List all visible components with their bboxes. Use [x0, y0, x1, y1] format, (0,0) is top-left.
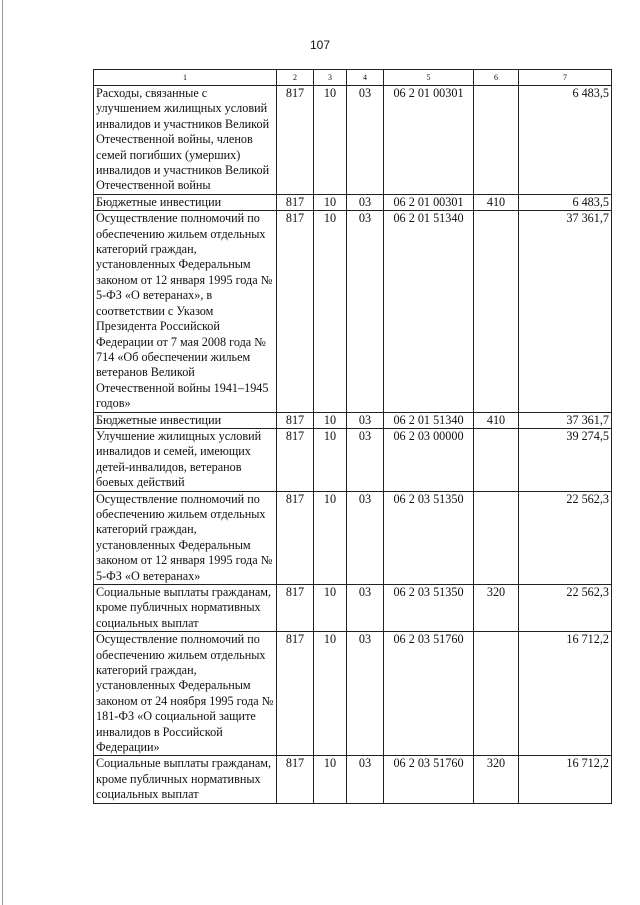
column-number-row [94, 70, 612, 86]
row-amount: 16 712,2 [519, 632, 612, 756]
row-amount: 22 562,3 [519, 491, 612, 584]
column-header-5: 5 [384, 70, 474, 86]
budget-table [93, 69, 612, 804]
row-amount: 37 361,7 [519, 412, 612, 428]
row-target-item: 06 2 01 51340 [384, 412, 474, 428]
row-ministry-code: 817 [277, 412, 314, 428]
row-amount: 37 361,7 [519, 211, 612, 412]
row-ministry-code: 817 [277, 756, 314, 803]
row-ministry-code: 817 [277, 585, 314, 632]
row-section-code: 10 [314, 632, 347, 756]
row-subsection-code: 03 [347, 194, 384, 210]
row-target-item: 06 2 03 51760 [384, 632, 474, 756]
row-amount: 22 562,3 [519, 585, 612, 632]
table-row [94, 491, 612, 584]
row-ministry-code: 817 [277, 86, 314, 195]
row-name: Осуществление полномочий по обеспечению жильем отдельных категорий граждан, установленных Федеральным законом от 12 января 1995 года № 5-ФЗ «О ветеранах» [94, 491, 277, 584]
row-target-item: 06 2 01 51340 [384, 211, 474, 412]
row-name: Осуществление полномочий по обеспечению жильем отдельных категорий граждан, установленных Федеральным законом от 12 января 1995 года № 5-ФЗ «О ветеранах», в соответствии с Указом Президента Российской Федерации от 7 мая 2008 года № 714 «Об обеспечении жильем ветеранов Великой Отечественной войны 1941–1945 годов» [94, 211, 277, 412]
row-target-item: 06 2 03 00000 [384, 428, 474, 491]
row-name: Социальные выплаты гражданам, кроме публичных нормативных социальных выплат [94, 756, 277, 803]
row-section-code: 10 [314, 86, 347, 195]
row-ministry-code: 817 [277, 211, 314, 412]
row-subsection-code: 03 [347, 491, 384, 584]
row-expense-type: 410 [474, 412, 519, 428]
row-section-code: 10 [314, 194, 347, 210]
row-subsection-code: 03 [347, 86, 384, 195]
row-expense-type [474, 491, 519, 584]
row-section-code: 10 [314, 756, 347, 803]
row-section-code: 10 [314, 428, 347, 491]
row-subsection-code: 03 [347, 412, 384, 428]
row-target-item: 06 2 01 00301 [384, 194, 474, 210]
row-name: Бюджетные инвестиции [94, 194, 277, 210]
row-ministry-code: 817 [277, 491, 314, 584]
row-expense-type [474, 632, 519, 756]
column-header-6: 6 [474, 70, 519, 86]
row-section-code: 10 [314, 412, 347, 428]
row-name: Осуществление полномочий по обеспечению жильем отдельных категорий граждан, установленных Федеральным законом от 24 ноября 1995 года № 181-ФЗ «О социальной защите инвалидов в Российской Федерации» [94, 632, 277, 756]
column-header-7: 7 [519, 70, 612, 86]
row-subsection-code: 03 [347, 428, 384, 491]
row-expense-type [474, 428, 519, 491]
row-ministry-code: 817 [277, 632, 314, 756]
row-section-code: 10 [314, 211, 347, 412]
row-name: Бюджетные инвестиции [94, 412, 277, 428]
table-row [94, 428, 612, 491]
row-amount: 39 274,5 [519, 428, 612, 491]
row-name: Улучшение жилищных условий инвалидов и семей, имеющих детей-инвалидов, ветеранов боевых действий [94, 428, 277, 491]
row-subsection-code: 03 [347, 632, 384, 756]
column-header-4: 4 [347, 70, 384, 86]
table-row [94, 211, 612, 412]
row-expense-type: 320 [474, 756, 519, 803]
row-target-item: 06 2 01 00301 [384, 86, 474, 195]
row-expense-type [474, 211, 519, 412]
row-section-code: 10 [314, 585, 347, 632]
page-number: 107 [309, 38, 331, 52]
table-row [94, 86, 612, 195]
row-subsection-code: 03 [347, 756, 384, 803]
row-name: Социальные выплаты гражданам, кроме публичных нормативных социальных выплат [94, 585, 277, 632]
row-subsection-code: 03 [347, 585, 384, 632]
row-target-item: 06 2 03 51760 [384, 756, 474, 803]
table-row [94, 632, 612, 756]
row-amount: 6 483,5 [519, 86, 612, 195]
row-section-code: 10 [314, 491, 347, 584]
row-ministry-code: 817 [277, 428, 314, 491]
table-row [94, 585, 612, 632]
row-expense-type: 320 [474, 585, 519, 632]
column-header-2: 2 [277, 70, 314, 86]
row-subsection-code: 03 [347, 211, 384, 412]
table-row [94, 194, 612, 210]
row-target-item: 06 2 03 51350 [384, 585, 474, 632]
scan-left-edge [2, 0, 3, 905]
row-expense-type: 410 [474, 194, 519, 210]
table-row [94, 756, 612, 803]
table-row [94, 412, 612, 428]
row-amount: 6 483,5 [519, 194, 612, 210]
row-ministry-code: 817 [277, 194, 314, 210]
column-header-1: 1 [94, 70, 277, 86]
row-amount: 16 712,2 [519, 756, 612, 803]
column-header-3: 3 [314, 70, 347, 86]
row-expense-type [474, 86, 519, 195]
row-target-item: 06 2 03 51350 [384, 491, 474, 584]
row-name: Расходы, связанные с улучшением жилищных условий инвалидов и участников Великой Отечественной войны, членов семей погибших (умерших) инвалидов и участников Великой Отечественной войны [94, 86, 277, 195]
